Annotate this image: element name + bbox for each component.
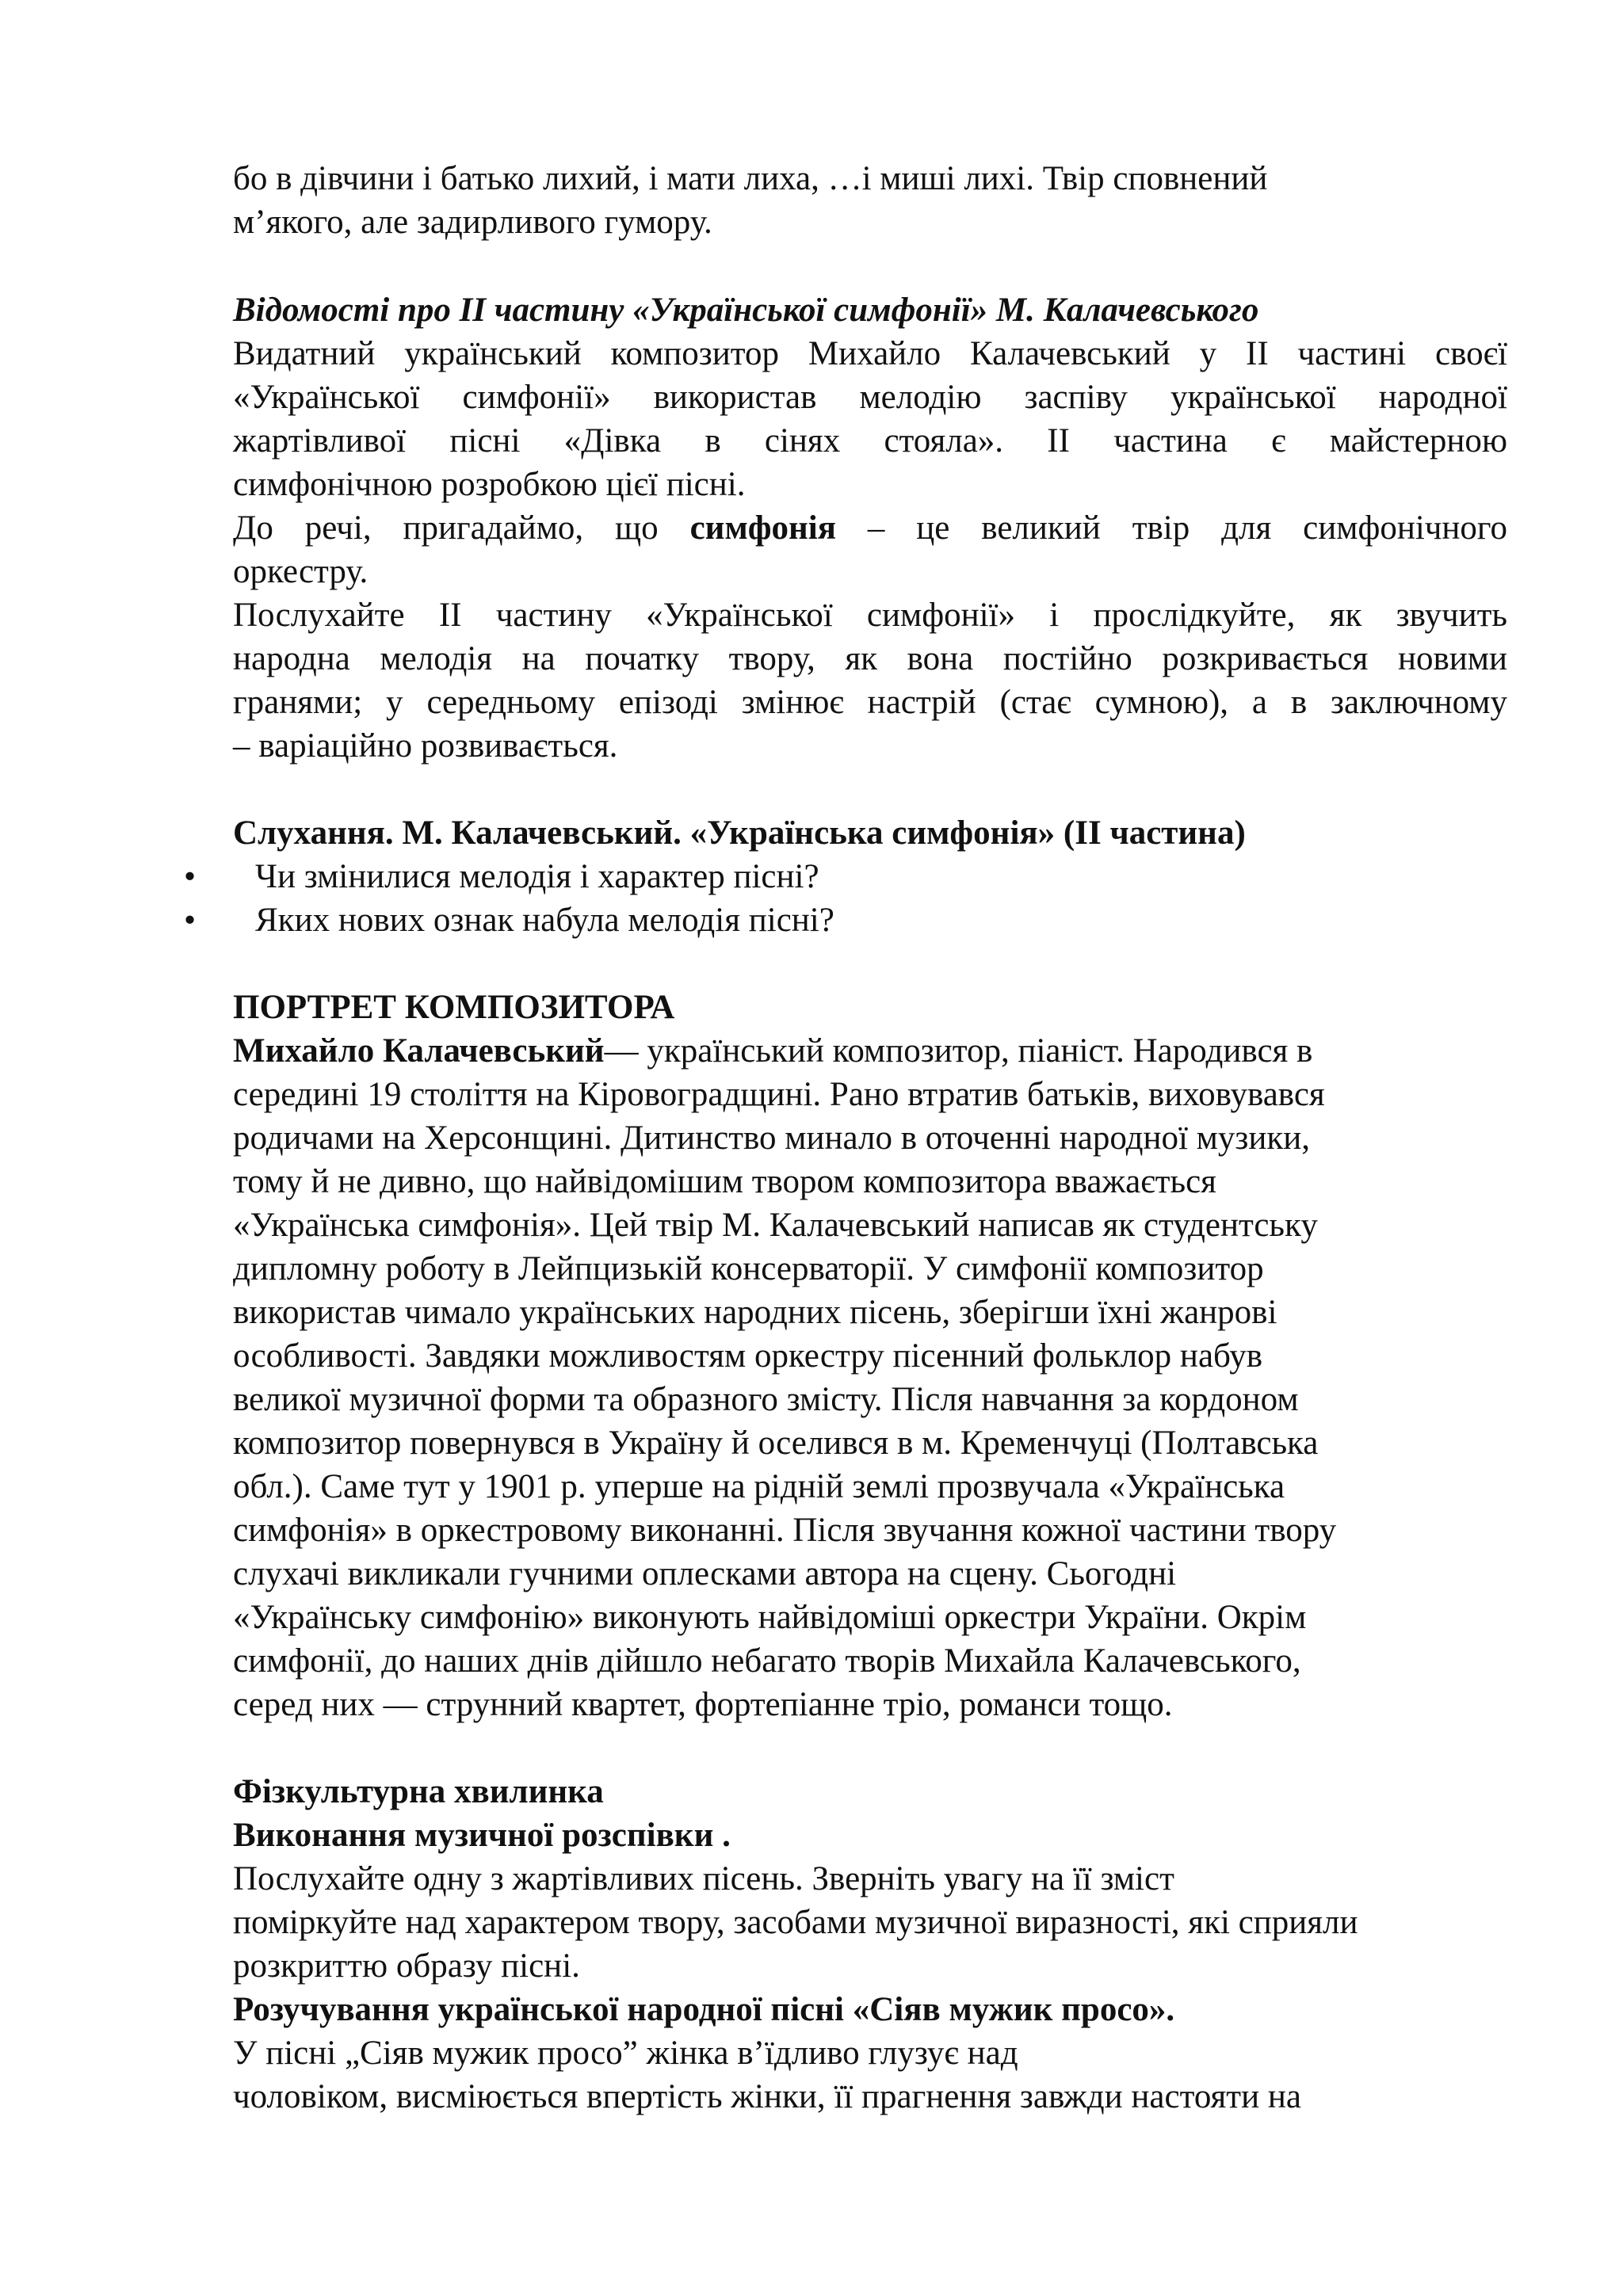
portrait-line-14: «Українську симфонію» виконують найвідоміші оркестри України. Окрім (233, 1599, 1307, 1636)
portrait-line-6: дипломну роботу в Лейпцизькій консерваторії. У симфонії композитор (233, 1250, 1264, 1287)
portrait-line-1 (233, 1029, 1312, 1073)
symphony-para3-line-2: народна мелодія на початку твору, як вона постійно розкривається новими (233, 640, 1507, 677)
symphony-para2-line-1 (233, 506, 1507, 593)
symphony-para1-line-4: симфонічною розробкою цієї пісні. (233, 466, 746, 503)
intro-line-1: бо в дівчини і батько лихий, і мати лиха, …і миші лихі. Твір сповнений (233, 160, 1268, 197)
listening-heading: Слухання. М. Калачевський. «Українська симфонія» (ІІ частина) (233, 814, 1246, 852)
symphony-para1-line-2: «Української симфонії» використав мелодію заспіву української народної (233, 379, 1507, 416)
song-line-1: У пісні „Сіяв мужик просо” жінка в’їдливо глузує над (233, 2035, 1018, 2072)
symphony-para1-line-1: Видатний український композитор Михайло Калачевський у ІІ частині своєї (233, 335, 1507, 372)
symphony-info-heading: Відомості про ІІ частину «Української симфонії» М. Калачевського (233, 292, 1259, 329)
portrait-line-9: великої музичної форми та образного змісту. Після навчання за кордоном (233, 1381, 1299, 1418)
portrait-line-4: тому й не дивно, що найвідомішим твором композитора вважається (233, 1163, 1216, 1200)
portrait-line-8: особливості. Завдяки можливостям оркестру пісенний фольклор набув (233, 1337, 1263, 1375)
portrait-line-10: композитор повернувся в Україну й оселився в м. Кременчуці (Полтавська (233, 1425, 1319, 1462)
exercise-line-3: розкриттю образу пісні. (233, 1947, 580, 1985)
listening-question-1: Чи змінилися мелодія і характер пісні? (255, 858, 819, 895)
portrait-line-3: родичами на Херсонщині. Дитинство минало в оточенні народної музики, (233, 1119, 1311, 1157)
composer-name: Михайло Калачевський (233, 1032, 605, 1070)
portrait-line-11: обл.). Саме тут у 1901 р. уперше на рідній землі прозвучала «Українська (233, 1468, 1285, 1505)
portrait-line-13: слухачі викликали гучними оплесками автора на сцену. Сьогодні (233, 1555, 1177, 1592)
exercise-line-1: Послухайте одну з жартівливих пісень. Зверніть увагу на її зміст (233, 1860, 1174, 1897)
symphony-para2-text: До речі, пригадаймо, що (233, 509, 690, 547)
symphony-para3-line-1: Послухайте ІІ частину «Української симфонії» і прослідкуйте, як звучить (233, 597, 1507, 634)
exercise-heading: Фізкультурна хвилинка (233, 1773, 604, 1810)
symphony-para3-line-3: гранями; у середньому епізоді змінює настрій (стає сумною), а в заключному (233, 684, 1507, 721)
portrait-line-2: середині 19 століття на Кіровоградщині. Рано втратив батьків, виховувався (233, 1076, 1325, 1113)
portrait-line-12: симфонія» в оркестровому виконанні. Після звучання кожної частини твору (233, 1512, 1337, 1549)
portrait-line-15: симфонії, до наших днів дійшло небагато творів Михайла Калачевського, (233, 1642, 1301, 1680)
symphony-para2-text-after: – це великий твір для симфонічного (835, 509, 1507, 547)
warmup-heading: Виконання музичної розспівки . (233, 1817, 731, 1854)
portrait-line-5: «Українська симфонія». Цей твір М. Калачевський написав як студентську (233, 1207, 1318, 1244)
bullet-icon: • (184, 858, 197, 895)
symphony-para3-line-4: – варіаційно розвивається. (233, 727, 618, 765)
symphony-para1-line-3: жартівливої пісні «Дівка в сінях стояла». ІІ частина є майстерною (233, 422, 1507, 460)
exercise-line-2: поміркуйте над характером твору, засобами музичної виразності, які сприяли (233, 1904, 1358, 1941)
song-heading: Розучування української народної пісні «Сіяв мужик просо». (233, 1991, 1175, 2028)
symphony-term: симфонія (689, 509, 836, 547)
symphony-para2-line-2: оркестру. (233, 553, 369, 590)
portrait-heading: ПОРТРЕТ КОМПОЗИТОРА (233, 989, 675, 1026)
bullet-icon: • (184, 902, 197, 939)
listening-question-2: Яких нових ознак набула мелодія пісні? (255, 902, 834, 939)
intro-line-2: м’якого, але задирливого гумору. (233, 204, 712, 241)
portrait-line-7: використав чимало українських народних пісень, зберігши їхні жанрові (233, 1294, 1277, 1331)
portrait-line-1-rest: — український композитор, піаніст. Народився в (604, 1032, 1313, 1070)
song-line-2: чоловіком, висміюється впертість жінки, її прагнення завжди настояти на (233, 2078, 1301, 2115)
portrait-line-16: серед них — струнний квартет, фортепіанне тріо, романси тощо. (233, 1686, 1173, 1723)
